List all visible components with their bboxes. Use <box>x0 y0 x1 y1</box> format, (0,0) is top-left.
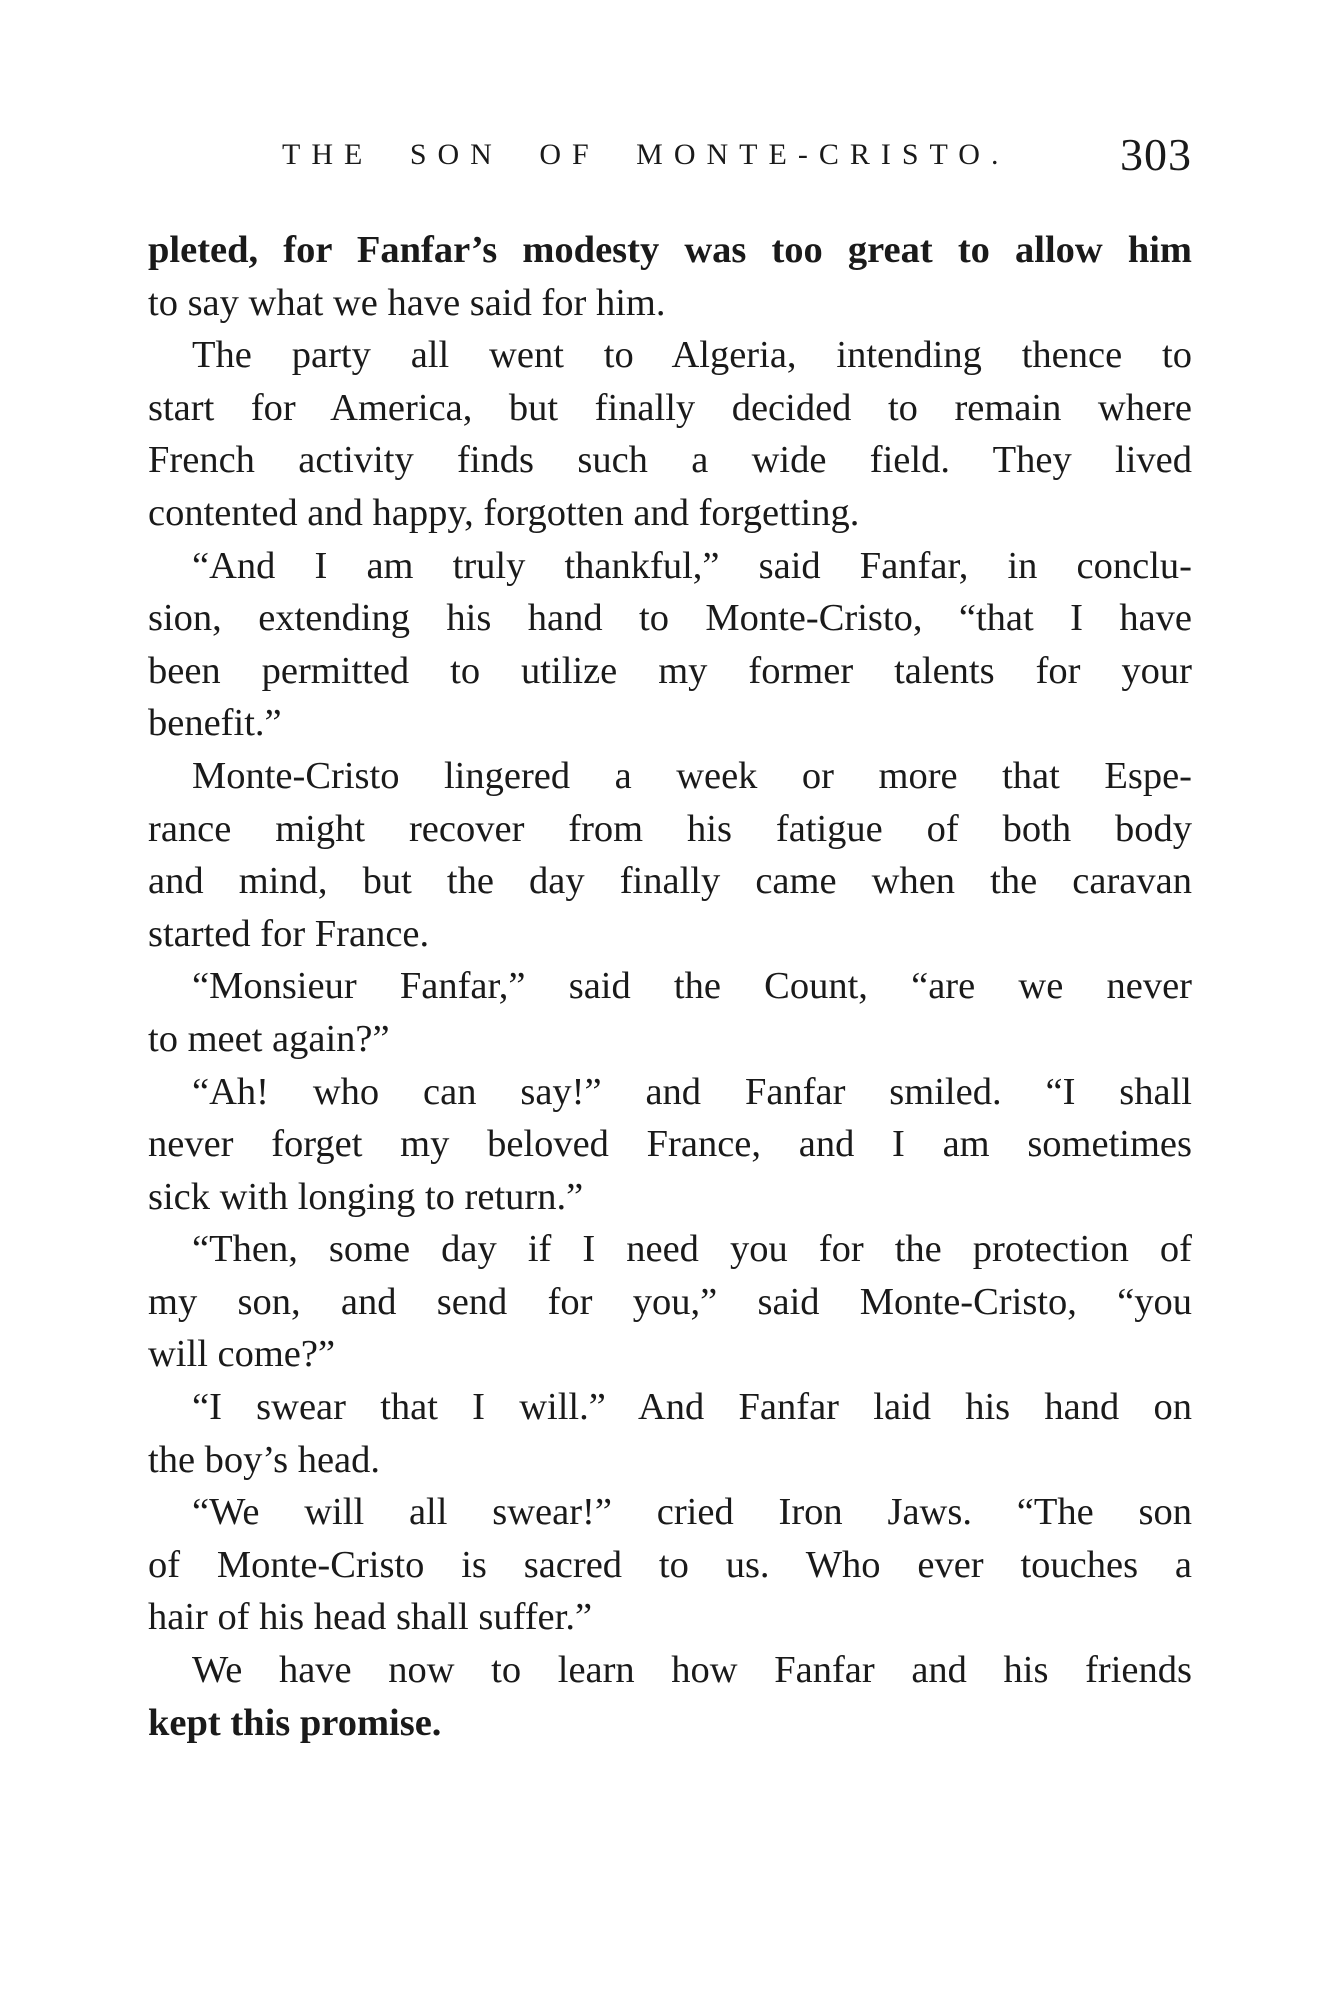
text-line: of Monte-Cristo is sacred to us. Who ever touches a <box>148 1543 1192 1586</box>
text-line: kept this promise. <box>148 1701 442 1744</box>
text-line: French activity finds such a wide field. They lived <box>148 439 1192 482</box>
running-title: THE SON OF MONTE-CRISTO. <box>282 138 1010 171</box>
text-line: sick with longing to return.” <box>148 1175 584 1218</box>
text-line: the boy’s head. <box>148 1438 381 1481</box>
text-line: “Monsieur Fanfar,” said the Count, “are we never <box>192 965 1192 1008</box>
text-line: start for America, but finally decided to remain where <box>148 386 1192 429</box>
text-line: to say what we have said for him. <box>148 281 666 324</box>
text-line: We have now to learn how Fanfar and his friends <box>192 1649 1192 1692</box>
text-line: Monte-Cristo lingered a week or more that Espe- <box>192 754 1192 797</box>
text-line: rance might recover from his fatigue of both body <box>148 807 1192 850</box>
text-line: started for France. <box>148 912 430 955</box>
text-line: hair of his head shall suffer.” <box>148 1596 593 1639</box>
text-line: “We will all swear!” cried Iron Jaws. “The son <box>192 1491 1192 1534</box>
text-line: The party all went to Algeria, intending thence to <box>192 334 1192 377</box>
text-line: contented and happy, forgotten and forgetting. <box>148 491 860 534</box>
running-head <box>148 128 1192 188</box>
text-line: been permitted to utilize my former talents for your <box>148 649 1192 692</box>
text-line: will come?” <box>148 1333 336 1376</box>
page-number: 303 <box>1120 129 1192 180</box>
text-line: “I swear that I will.” And Fanfar laid his hand on <box>192 1386 1192 1429</box>
text-line: sion, extending his hand to Monte-Cristo, “that I have <box>148 597 1192 640</box>
text-line: my son, and send for you,” said Monte-Cristo, “you <box>148 1280 1192 1323</box>
text-line: “Ah! who can say!” and Fanfar smiled. “I shall <box>192 1070 1192 1113</box>
text-line: to meet again?” <box>148 1017 390 1060</box>
text-line: “And I am truly thankful,” said Fanfar, in conclu- <box>192 544 1192 587</box>
text-line: benefit.” <box>148 702 282 745</box>
text-line: and mind, but the day finally came when the caravan <box>148 860 1192 903</box>
text-line: “Then, some day if I need you for the protection of <box>192 1228 1192 1271</box>
text-line: never forget my beloved France, and I am sometimes <box>148 1123 1192 1166</box>
body-text <box>148 224 1192 1749</box>
text-line: pleted, for Fanfar’s modesty was too great to allow him <box>148 229 1192 271</box>
